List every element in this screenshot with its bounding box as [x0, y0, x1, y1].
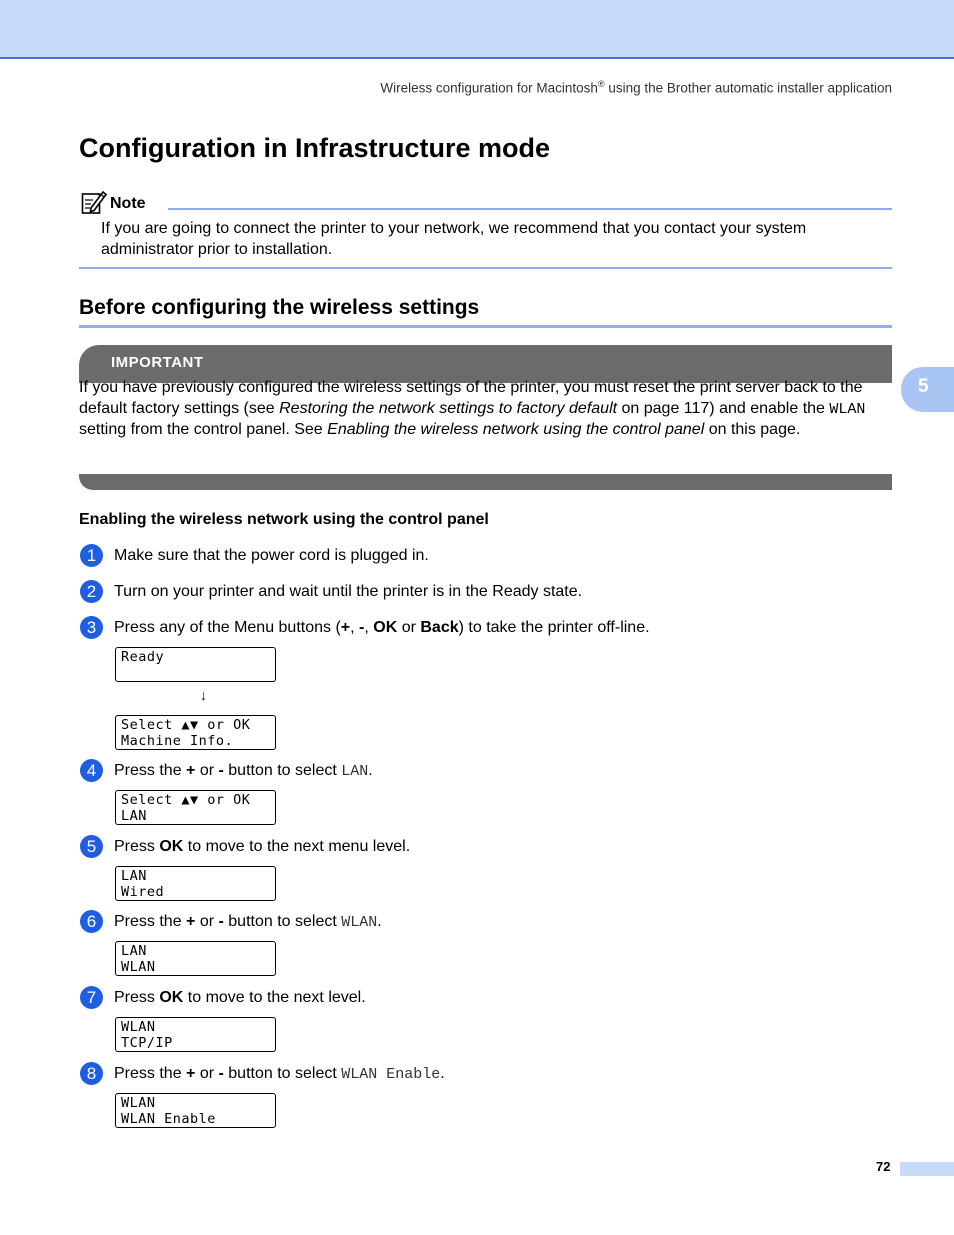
step-text: Press OK to move to the next menu level.	[114, 838, 411, 855]
important-text: If you have previously configured the wireless settings of the printer, you must reset the print server back to the default factory settings (see Restoring the network settings to factory default on page 117) and enable the WLAN setting from the control panel. See Enabling the wireless network using the control panel on this page.	[79, 379, 866, 438]
footer-bar	[900, 1162, 954, 1176]
link-restoring-defaults: Restoring the network settings to factory default	[279, 399, 618, 417]
step-text: Press the + or - button to select LAN.	[114, 762, 373, 780]
step-text: Turn on your printer and wait until the printer is in the Ready state.	[114, 583, 583, 600]
important-label: IMPORTANT	[111, 354, 204, 371]
lcd-display-machine-info: Select ▲▼ or OK Machine Info.	[115, 715, 276, 750]
step-number: 4	[80, 759, 103, 782]
step-number: 2	[80, 580, 103, 603]
section-rule	[79, 325, 892, 328]
down-arrow-icon: ↓	[200, 687, 207, 703]
note-pencil-icon	[81, 189, 107, 215]
step-text: Press OK to move to the next level.	[114, 989, 366, 1006]
lcd-display-lan: Select ▲▼ or OK LAN	[115, 790, 276, 825]
step-number: 6	[80, 910, 103, 933]
lcd-display-lan-wired: LAN Wired	[115, 866, 276, 901]
lcd-display-ready: Ready	[115, 647, 276, 682]
step-text: Press the + or - button to select WLAN Enable.	[114, 1065, 445, 1083]
link-enabling-wireless: Enabling the wireless network using the control panel	[327, 421, 705, 438]
page-number: 72	[876, 1159, 891, 1174]
lcd-display-wlan-enable: WLAN WLAN Enable	[115, 1093, 276, 1128]
step-text: Press the + or - button to select WLAN.	[114, 913, 382, 931]
step-number: 1	[80, 544, 103, 567]
note-text: If you are going to connect the printer to your network, we recommend that you contact your system administrator prior to installation.	[101, 220, 807, 258]
running-head: Wireless configuration for Macintosh® using the Brother automatic installer application	[380, 79, 892, 96]
section-title: Before configuring the wireless settings	[79, 296, 480, 319]
subsection-title: Enabling the wireless network using the control panel	[79, 511, 489, 528]
step-number: 7	[80, 986, 103, 1009]
lcd-display-lan-wlan: LAN WLAN	[115, 941, 276, 976]
step-number: 5	[80, 835, 103, 858]
step-text: Press any of the Menu buttons (+, -, OK or Back) to take the printer off-line.	[114, 619, 650, 636]
lcd-display-wlan-tcpip: WLAN TCP/IP	[115, 1017, 276, 1052]
important-footer-bar	[79, 474, 892, 490]
header-band	[0, 0, 954, 59]
step-text: Make sure that the power cord is plugged in.	[114, 547, 429, 564]
chapter-tab: 5	[901, 367, 954, 412]
step-number: 8	[80, 1062, 103, 1085]
page-title: Configuration in Infrastructure mode	[79, 133, 551, 163]
note-rule-bottom	[79, 267, 892, 269]
note-rule-top	[168, 208, 892, 210]
note-label: Note	[110, 195, 146, 212]
step-number: 3	[80, 616, 103, 639]
